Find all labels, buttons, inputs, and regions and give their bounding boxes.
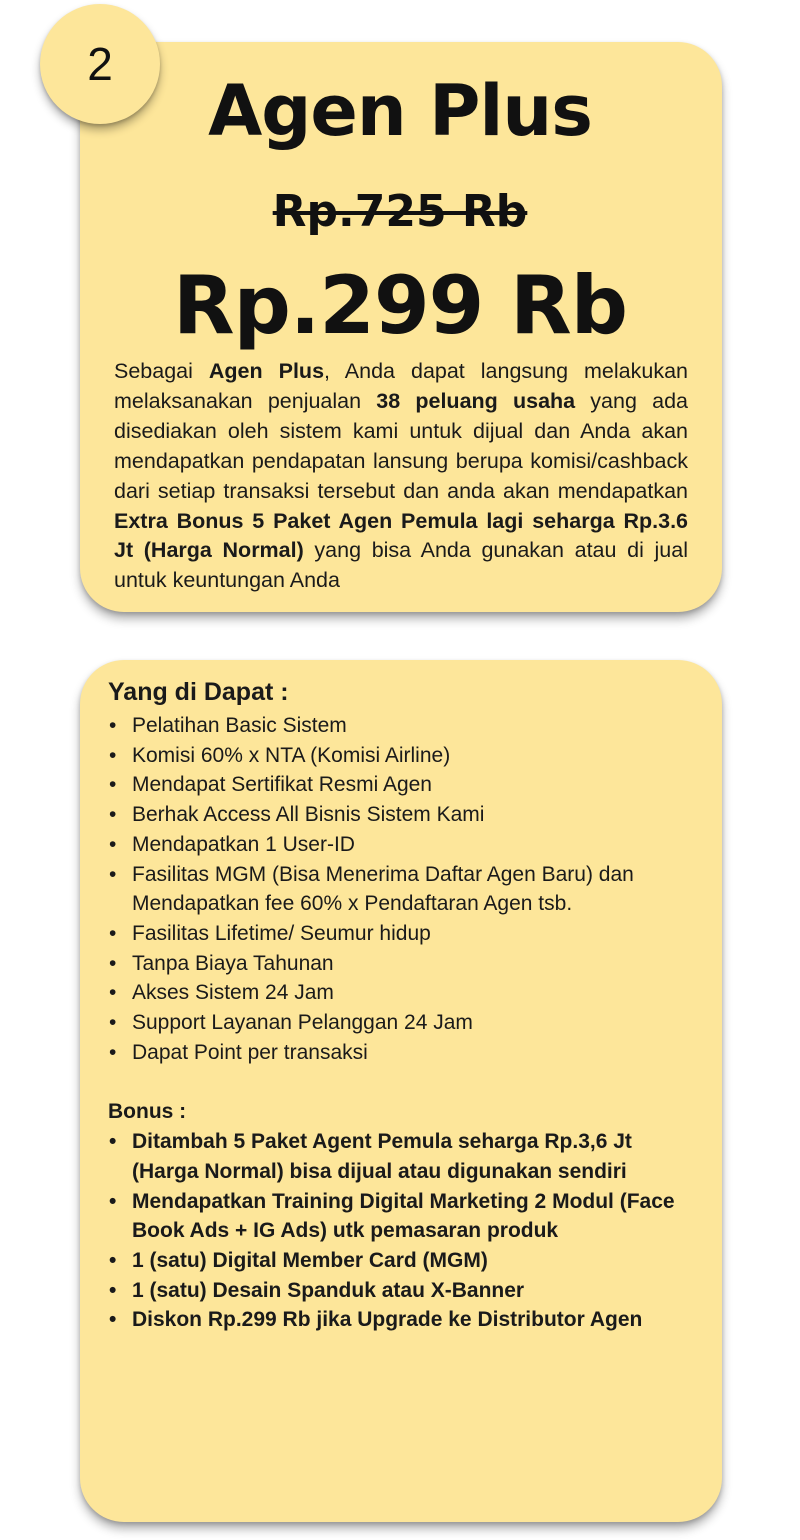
desc-bold-2: 38 peluang usaha [376, 388, 576, 413]
benefit-item [108, 860, 698, 919]
benefit-item [108, 830, 698, 860]
benefit-item [108, 800, 698, 830]
bonus-item [108, 1127, 698, 1186]
benefit-item [108, 949, 698, 979]
desc-bold-3: Extra Bonus 5 Paket Agen Pemula lagi seharga Rp.3.6 Jt (Harga Normal) [114, 508, 688, 563]
benefit-text: Fasilitas Lifetime/ Seumur hidup [132, 921, 431, 945]
bullet-icon: • [109, 1308, 117, 1332]
benefit-item [108, 770, 698, 800]
bullet-icon: • [109, 743, 117, 767]
old-price-text: Rp.725 Rb [272, 186, 528, 237]
benefit-text: Berhak Access All Bisnis Sistem Kami [132, 803, 485, 827]
bonus-list [108, 1127, 698, 1335]
old-price [0, 186, 800, 237]
package-title: Agen Plus [208, 70, 592, 152]
bonus-item [108, 1305, 698, 1335]
benefit-item [108, 711, 698, 741]
desc-text-2: , Anda dapat langsung melakukan melaksanakan penjualan [114, 359, 688, 413]
benefit-text: Mendapat Sertifikat Resmi Agen [132, 773, 432, 797]
benefit-item [108, 919, 698, 949]
bonus-text: Diskon Rp.299 Rb jika Upgrade ke Distributor Agen [132, 1308, 643, 1332]
bonus-text: 1 (satu) Digital Member Card (MGM) [132, 1248, 488, 1272]
desc-text-1: Sebagai [114, 359, 209, 383]
desc-text-3: yang ada disediakan oleh sistem kami untuk dijual dan Anda akan mendapatkan pendapatan lansung berupa komisi/cashback dari setiap transaksi tersebut dan anda akan mendapatkan [114, 388, 688, 503]
benefit-item [108, 1008, 698, 1038]
new-price: Rp.299 Rb [173, 259, 627, 352]
benefits-list [108, 711, 698, 1067]
benefit-item [108, 741, 698, 771]
benefit-text: Dapat Point per transaksi [132, 1040, 368, 1064]
benefit-text: Fasilitas MGM (Bisa Menerima Daftar Agen Baru) dan Mendapatkan fee 60% x Pendaftaran Agen tsb. [132, 862, 634, 916]
bullet-icon: • [109, 803, 117, 827]
bullet-icon: • [109, 714, 117, 737]
bullet-icon: • [109, 1040, 117, 1064]
bullet-icon: • [109, 1011, 117, 1035]
desc-text-4: yang bisa Anda gunakan atau di jual untuk keuntungan Anda [114, 538, 688, 593]
benefit-text: Tanpa Biaya Tahunan [132, 951, 334, 975]
bonus-item [108, 1187, 698, 1246]
bonus-item [108, 1276, 698, 1306]
bullet-icon: • [109, 981, 117, 1005]
bonus-item [108, 1246, 698, 1276]
bullet-icon: • [109, 832, 117, 856]
benefit-text: Mendapatkan 1 User-ID [132, 832, 355, 856]
benefit-text: Akses Sistem 24 Jam [132, 981, 334, 1005]
bullet-icon: • [109, 921, 117, 945]
step-number-badge: 2 [40, 4, 160, 124]
benefit-text: Support Layanan Pelanggan 24 Jam [132, 1011, 473, 1035]
bullet-icon: • [109, 1189, 117, 1213]
desc-bold-1: Agen Plus [208, 359, 325, 383]
benefits-section [108, 676, 698, 1335]
bonus-text: Ditambah 5 Paket Agent Pemula seharga Rp.3,6 Jt (Harga Normal) bisa dijual atau digunakan sendiri [132, 1130, 632, 1183]
bonus-text: 1 (satu) Desain Spanduk atau X-Banner [132, 1278, 525, 1302]
benefit-item [108, 1038, 698, 1068]
package-description [114, 357, 688, 596]
bullet-icon: • [109, 1130, 117, 1154]
benefits-heading: Yang di Dapat : [108, 678, 289, 706]
bullet-icon: • [109, 862, 117, 886]
bullet-icon: • [109, 1248, 117, 1272]
benefit-text: Komisi 60% x NTA (Komisi Airline) [132, 743, 451, 767]
bonus-heading: Bonus : [108, 1100, 187, 1124]
bonus-text: Mendapatkan Training Digital Marketing 2 Modul (Face Book Ads + IG Ads) utk pemasaran produk [132, 1189, 675, 1243]
bullet-icon: • [109, 951, 117, 975]
benefit-item [108, 978, 698, 1008]
benefit-text: Pelatihan Basic Sistem [132, 714, 347, 737]
bullet-icon: • [109, 1278, 117, 1302]
bullet-icon: • [109, 773, 117, 797]
